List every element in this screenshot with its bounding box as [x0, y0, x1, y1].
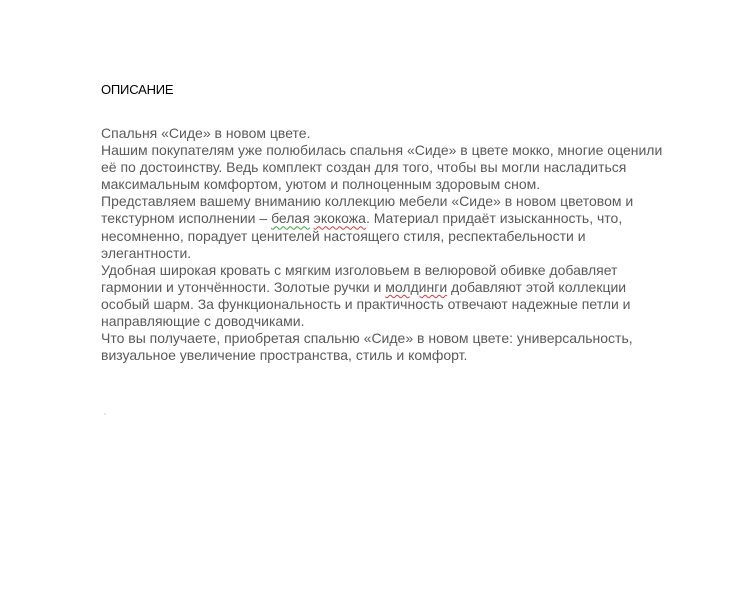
text-line: элегантности.	[101, 244, 192, 261]
text-line: максимальным комфортом, уютом и полноценным здоровым сном.	[101, 176, 541, 193]
text-line: Удобная широкая кровать с мягким изголовьем в велюровой обивке добавляет	[101, 261, 618, 278]
stray-dot	[104, 413, 106, 415]
text-line: направляющие с доводчиками.	[101, 313, 305, 330]
description-text	[101, 125, 741, 364]
spelling-flagged-word: молдинги	[385, 278, 448, 295]
text-line: визуальное увеличение пространства, стиль и комфорт.	[101, 347, 468, 364]
section-heading: ОПИСАНИЕ	[101, 82, 174, 97]
text-line: её по достоинству. Ведь комплект создан для того, чтобы вы могли насладиться	[101, 159, 627, 176]
text-line: Спальня «Сиде» в новом цвете.	[101, 125, 311, 141]
grammar-flagged-word: белая	[271, 210, 310, 227]
text-line: Представляем вашему вниманию коллекцию мебели «Сиде» в новом цветовом и	[101, 193, 634, 210]
text-line: несомненно, порадует ценителей настоящего стиля, респектабельности и	[101, 227, 586, 244]
text-line	[101, 279, 741, 296]
text-fragment: . Материал придаёт изысканность, что,	[365, 210, 623, 227]
spelling-flagged-word: экокожа	[313, 210, 366, 227]
text-fragment: текстурном исполнении –	[101, 210, 272, 227]
text-line	[101, 210, 741, 227]
text-fragment: гармонии и утончённости. Золотые ручки и	[101, 278, 386, 295]
text-line: особый шарм. За функциональность и практичность отвечают надежные петли и	[101, 295, 631, 312]
text-line: Нашим покупателям уже полюбилась спальня «Сиде» в цвете мокко, многие оценили	[101, 142, 663, 159]
text-fragment: добавляют этой коллекции	[447, 278, 627, 295]
text-line: Что вы получаете, приобретая спальню «Сиде» в новом цвете: универсальность,	[101, 330, 633, 347]
